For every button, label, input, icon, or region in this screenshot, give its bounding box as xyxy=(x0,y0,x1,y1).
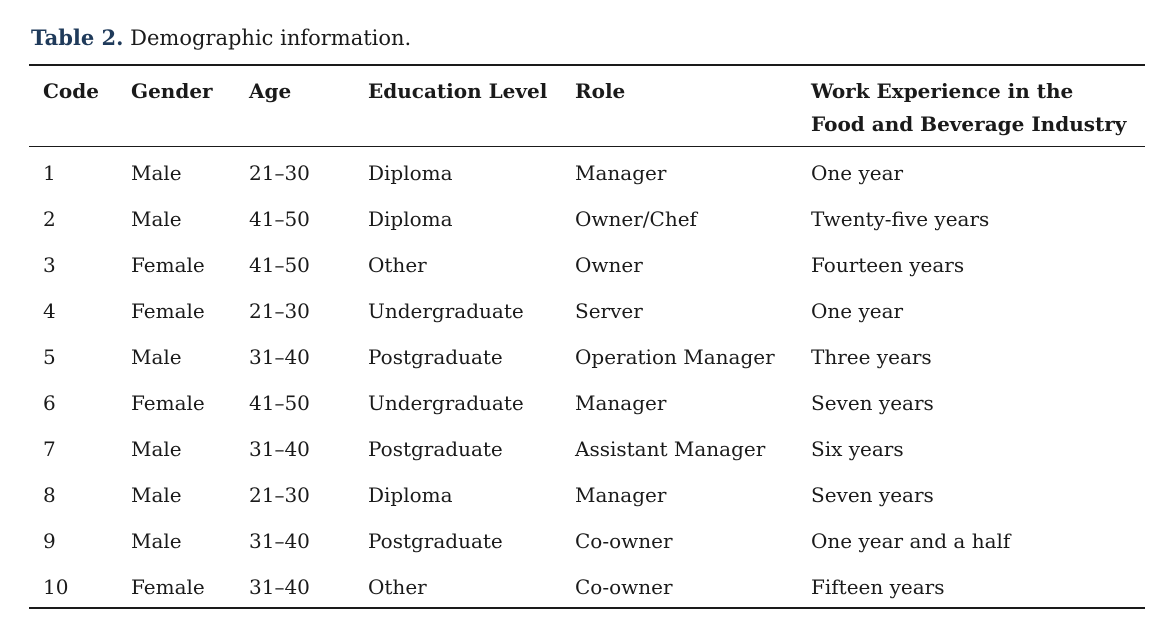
cell-work-experience: Seven years xyxy=(811,391,934,415)
cell-age: 21–30 xyxy=(249,483,310,507)
cell-code: 4 xyxy=(43,299,56,323)
cell-code: 2 xyxy=(43,207,56,231)
cell-work-experience: One year xyxy=(811,299,904,323)
cell-code: 5 xyxy=(43,345,56,369)
cell-education-level: Postgraduate xyxy=(368,437,503,461)
cell-role: Co-owner xyxy=(575,529,673,553)
header-work-experience-line2: Food and Beverage Industry xyxy=(811,112,1127,136)
cell-code: 9 xyxy=(43,529,56,553)
cell-gender: Male xyxy=(131,207,182,231)
header-role: Role xyxy=(575,79,626,103)
table-header-row xyxy=(29,66,1145,146)
cell-code: 1 xyxy=(43,161,56,185)
header-age: Age xyxy=(249,79,292,103)
table-row xyxy=(29,380,1145,426)
table-row xyxy=(29,334,1145,380)
cell-role: Manager xyxy=(575,391,667,415)
table-row xyxy=(29,426,1145,472)
cell-code: 8 xyxy=(43,483,56,507)
cell-work-experience: One year and a half xyxy=(811,529,1011,553)
cell-work-experience: One year xyxy=(811,161,904,185)
cell-gender: Male xyxy=(131,529,182,553)
table-row xyxy=(29,472,1145,518)
cell-education-level: Other xyxy=(368,253,427,277)
cell-age: 31–40 xyxy=(249,345,310,369)
cell-code: 6 xyxy=(43,391,56,415)
header-gender: Gender xyxy=(131,79,213,103)
table-row xyxy=(29,564,1145,610)
header-code: Code xyxy=(43,79,99,103)
table-row xyxy=(29,146,1145,196)
cell-role: Owner xyxy=(575,253,643,277)
cell-work-experience: Three years xyxy=(811,345,932,369)
cell-role: Assistant Manager xyxy=(575,437,766,461)
cell-role: Manager xyxy=(575,483,667,507)
cell-work-experience: Fourteen years xyxy=(811,253,965,277)
table-row xyxy=(29,518,1145,564)
cell-role: Operation Manager xyxy=(575,345,775,369)
cell-age: 41–50 xyxy=(249,253,310,277)
table-body xyxy=(29,146,1145,610)
cell-education-level: Postgraduate xyxy=(368,529,503,553)
cell-code: 10 xyxy=(43,575,69,599)
cell-work-experience: Seven years xyxy=(811,483,934,507)
cell-education-level: Postgraduate xyxy=(368,345,503,369)
cell-gender: Female xyxy=(131,575,205,599)
cell-role: Co-owner xyxy=(575,575,673,599)
cell-code: 3 xyxy=(43,253,56,277)
table-caption-label: Table 2. xyxy=(31,25,124,50)
cell-age: 31–40 xyxy=(249,529,310,553)
cell-gender: Male xyxy=(131,437,182,461)
cell-education-level: Diploma xyxy=(368,207,453,231)
table-row xyxy=(29,288,1145,334)
cell-role: Server xyxy=(575,299,643,323)
table-caption-text: Demographic information. xyxy=(123,26,412,50)
cell-education-level: Diploma xyxy=(368,161,453,185)
table-caption xyxy=(31,24,411,52)
cell-age: 31–40 xyxy=(249,437,310,461)
cell-role: Owner/Chef xyxy=(575,207,697,231)
cell-gender: Female xyxy=(131,391,205,415)
cell-education-level: Undergraduate xyxy=(368,391,524,415)
header-work-experience-line1: Work Experience in the xyxy=(811,79,1074,103)
header-education-level: Education Level xyxy=(368,79,548,103)
cell-age: 31–40 xyxy=(249,575,310,599)
cell-gender: Male xyxy=(131,345,182,369)
cell-work-experience: Twenty-five years xyxy=(811,207,990,231)
table-row xyxy=(29,242,1145,288)
cell-role: Manager xyxy=(575,161,667,185)
cell-education-level: Diploma xyxy=(368,483,453,507)
cell-age: 41–50 xyxy=(249,207,310,231)
cell-gender: Female xyxy=(131,253,205,277)
cell-work-experience: Six years xyxy=(811,437,904,461)
header-work-experience xyxy=(797,66,1145,146)
table-row xyxy=(29,196,1145,242)
cell-work-experience: Fifteen years xyxy=(811,575,945,599)
cell-gender: Female xyxy=(131,299,205,323)
cell-age: 21–30 xyxy=(249,299,310,323)
cell-education-level: Undergraduate xyxy=(368,299,524,323)
cell-gender: Male xyxy=(131,161,182,185)
demographic-table xyxy=(29,66,1145,610)
cell-age: 41–50 xyxy=(249,391,310,415)
cell-age: 21–30 xyxy=(249,161,310,185)
cell-gender: Male xyxy=(131,483,182,507)
cell-code: 7 xyxy=(43,437,56,461)
cell-education-level: Other xyxy=(368,575,427,599)
